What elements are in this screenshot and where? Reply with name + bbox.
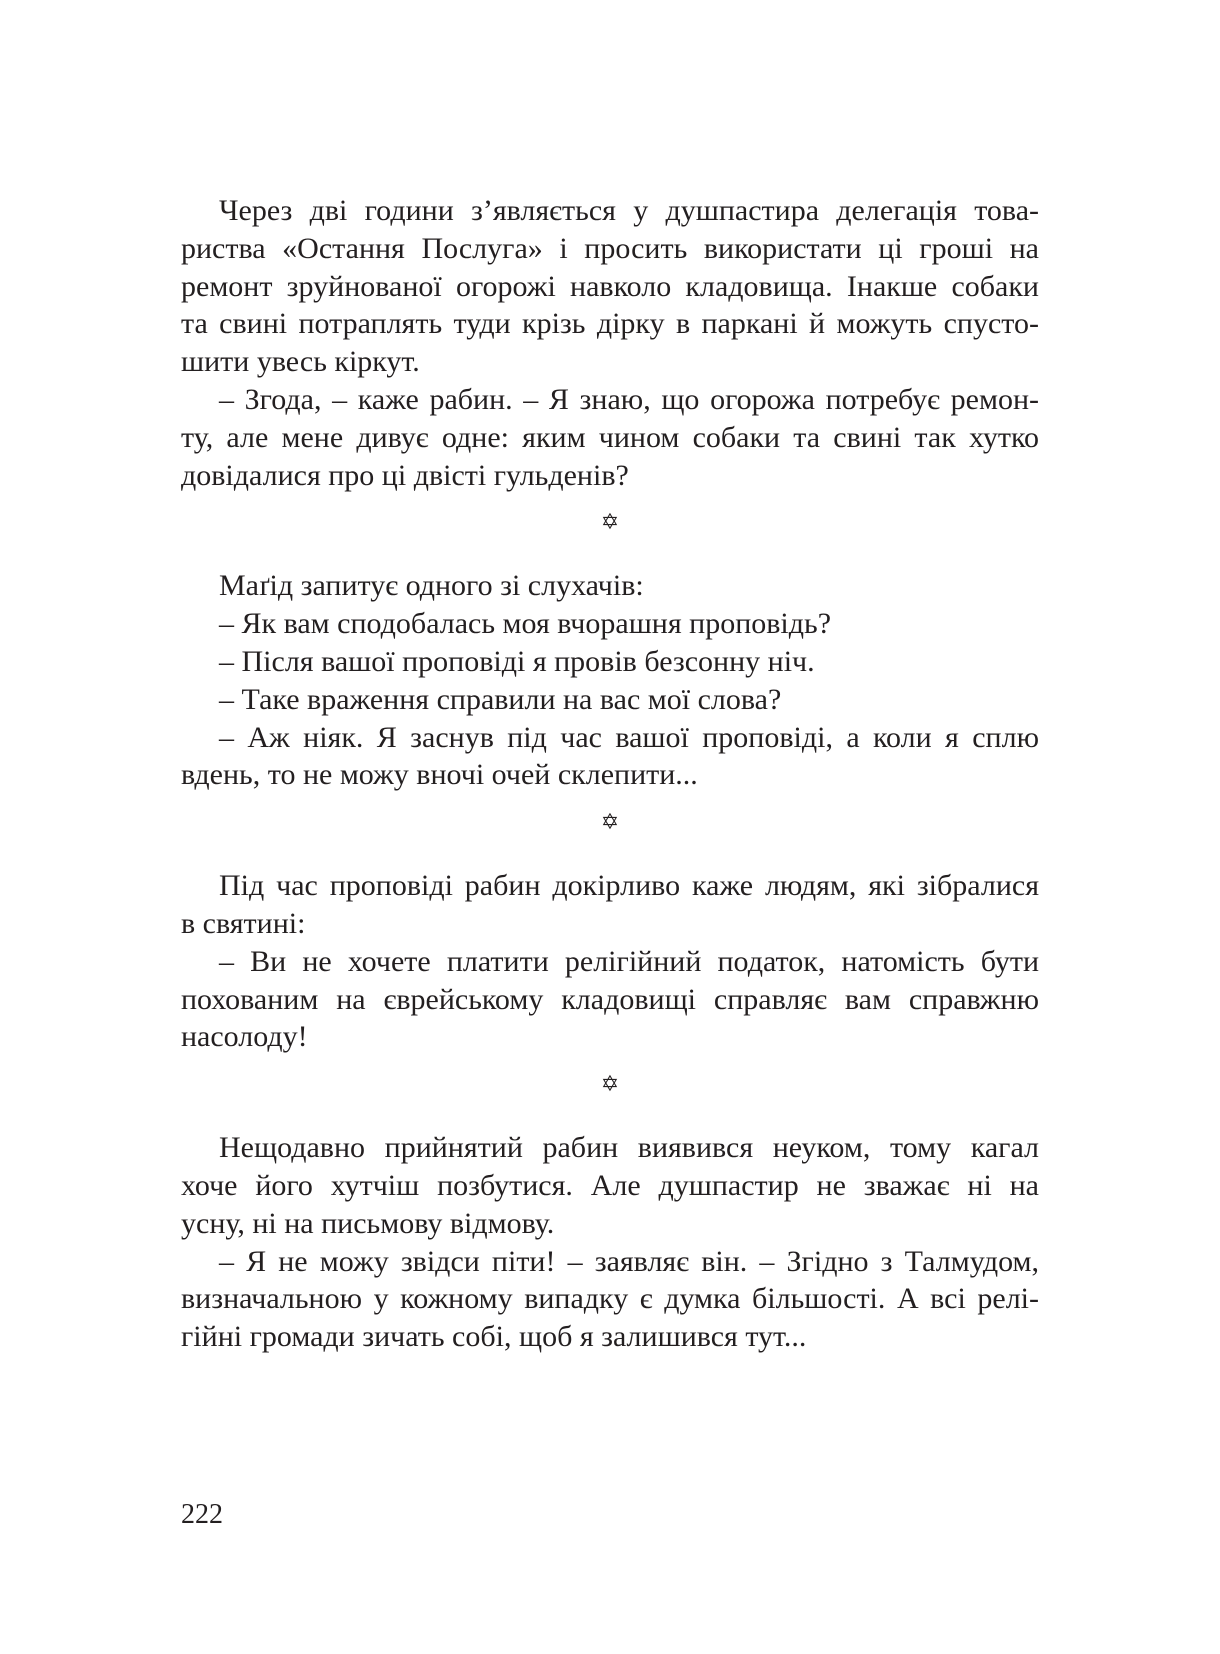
text-line: ремонт зруйнованої огорожі навколо кладовища. Інакше собаки xyxy=(181,269,1039,303)
text-line: Через дві години з’являється у душпастира делегація това- xyxy=(219,194,1039,227)
text-line: – Таке враження справили на вас мої слова? xyxy=(219,682,782,716)
text-line: шити увесь кіркут. xyxy=(181,345,420,379)
text-line: – Як вам сподобалась моя вчорашня проповідь? xyxy=(219,607,832,641)
text-line: – Після вашої проповіді я провів безсонну ніч. xyxy=(219,644,815,678)
text-line: та свині потраплять туди крізь дірку в паркані й можуть спусто- xyxy=(181,307,1039,341)
star-of-david-icon: ✡ xyxy=(600,810,620,836)
text-line: вдень, то не можу вночі очей склепити... xyxy=(181,758,698,792)
text-line: – Я не можу звідси піти! – заявляє він. – Згідно з Талмудом, xyxy=(219,1244,1039,1278)
anecdote-3 xyxy=(181,867,1039,1056)
text-line: Під час проповіді рабин докірливо каже людям, які зібралися xyxy=(219,869,1039,903)
text-line: хоче його хутчіш позбутися. Але душпастир не зважає ні на xyxy=(181,1168,1039,1202)
star-of-david-icon: ✡ xyxy=(600,1072,620,1098)
page-number: 222 xyxy=(181,1499,223,1530)
text-line: в святині: xyxy=(181,906,306,940)
text-line: риства «Остання Послуга» і просить використати ці гроші на xyxy=(181,231,1039,265)
text-line: похованим на єврейському кладовищі справляє вам справжню xyxy=(181,982,1039,1016)
text-line: Нещодавно прийнятий рабин виявився неуком, тому кагал xyxy=(219,1131,1039,1165)
page-body xyxy=(181,192,1039,1356)
anecdote-1 xyxy=(181,192,1039,494)
text-line: визначальною у кожному випадку є думка більшості. А всі релі- xyxy=(181,1282,1039,1316)
text-line: насолоду! xyxy=(181,1020,308,1054)
text-line: – Згода, – каже рабин. – Я знаю, що огорожа потребує ремон- xyxy=(219,382,1039,416)
star-of-david-icon: ✡ xyxy=(600,510,620,536)
text-line: довідалися про ці двісті гульденів? xyxy=(181,458,629,492)
section-separator xyxy=(181,494,1039,567)
section-separator xyxy=(181,794,1039,867)
anecdote-2 xyxy=(181,567,1039,794)
text-line: – Ви не хочете платити релігійний податок, натомість бути xyxy=(219,944,1039,978)
anecdote-4 xyxy=(181,1129,1039,1356)
text-line: – Аж ніяк. Я заснув під час вашої проповіді, а коли я сплю xyxy=(219,720,1039,754)
text-line: гійні громади зичать собі, щоб я залишився тут... xyxy=(181,1320,807,1354)
text-line: усну, ні на письмову відмову. xyxy=(181,1206,555,1240)
text-line: Маґід запитує одного зі слухачів: xyxy=(219,569,644,603)
section-separator xyxy=(181,1056,1039,1129)
text-line: ту, але мене дивує одне: яким чином собаки та свині так хутко xyxy=(181,420,1039,454)
